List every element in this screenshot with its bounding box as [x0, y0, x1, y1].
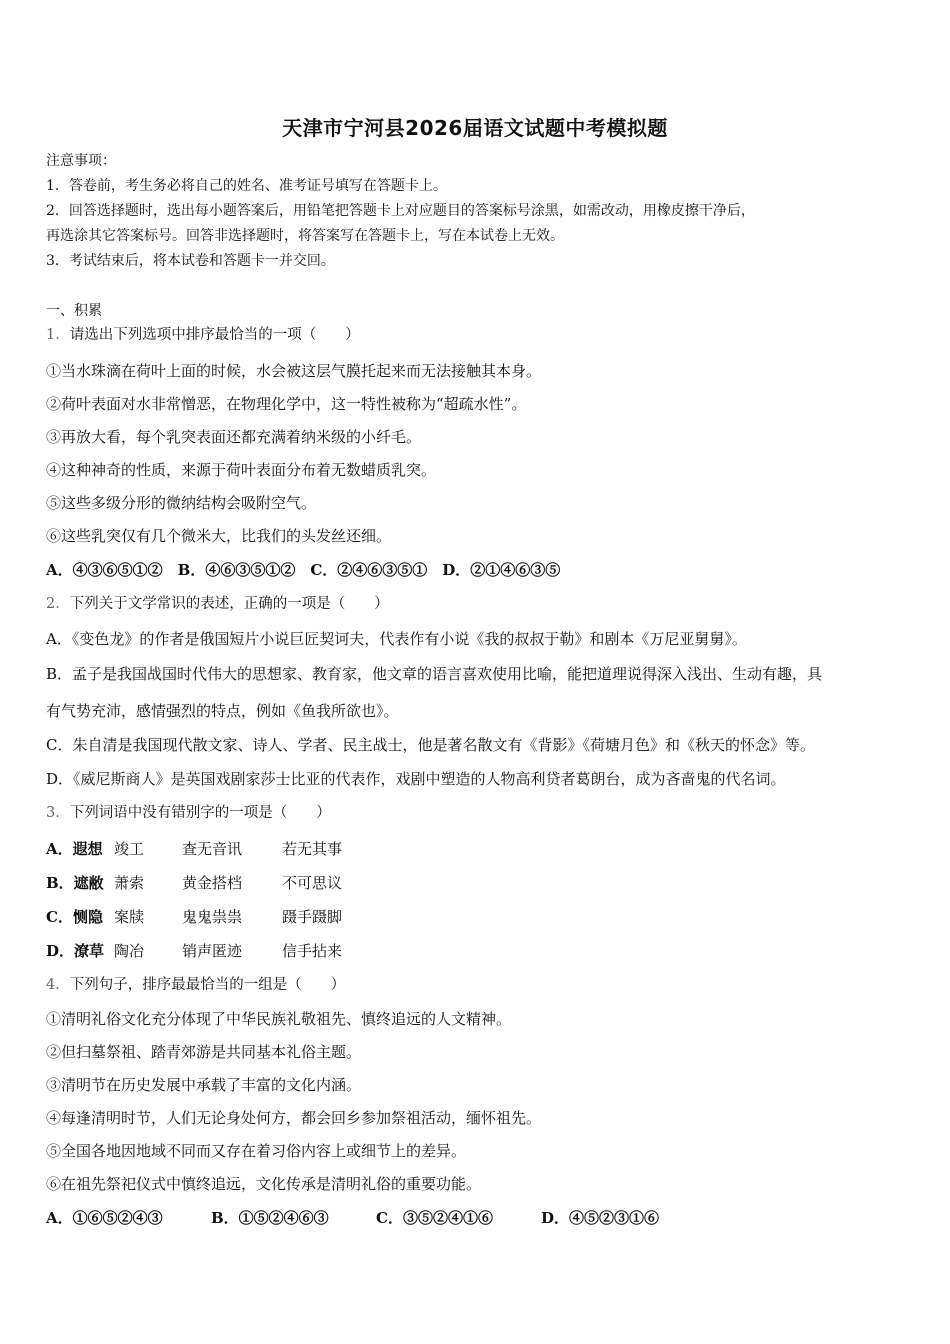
- notice-item: 3．考试结束后，将本试卷和答题卡一并交回。: [46, 253, 335, 269]
- question-number: 1．: [46, 327, 70, 343]
- question-text: 下列句子，排序最最恰当的一组是（ ）: [69, 977, 346, 993]
- q3-cell: 若无其事: [282, 840, 343, 858]
- notice-item: 1．答卷前，考生务必将自己的姓名、准考证号填写在答题卡上。: [46, 178, 447, 194]
- q3-cell: B．遮敝: [46, 874, 104, 892]
- q1-options: A．④③⑥⑤①② B．④⑥③⑤①② C．②④⑥③⑤① D．②①④⑥③⑤: [46, 561, 561, 579]
- q3-cell: 案牍: [114, 908, 145, 926]
- q4-sentence: ⑤全国各地因地域不同而又存在着习俗内容上或细节上的差异。: [46, 1142, 467, 1160]
- notice-heading: 注意事项：: [46, 153, 116, 169]
- q3-cell: 蹑手蹑脚: [282, 908, 343, 926]
- q3-cell: 陶冶: [114, 942, 145, 960]
- notice-item: 再选涂其它答案标号。回答非选择题时，将答案写在答题卡上，写在本试卷上无效。: [46, 228, 564, 244]
- q3-cell: 信手拈来: [282, 942, 343, 960]
- q3-cell: D．潦草: [46, 942, 105, 960]
- question-2: [46, 595, 389, 613]
- question-4: [46, 976, 345, 994]
- q4-option: D．④⑤②③①⑥: [541, 1209, 660, 1227]
- q3-cell: 鬼鬼祟祟: [182, 908, 243, 926]
- q3-cell: 销声匿迹: [182, 942, 243, 960]
- q1-sentence: ⑤这些多级分形的微纳结构会吸附空气。: [46, 494, 317, 512]
- section-heading: 一、积累: [46, 303, 102, 319]
- q4-options: [46, 1209, 659, 1227]
- q2-option-c: C．朱自清是我国现代散文家、诗人、学者、民主战士，他是著名散文有《背影》《荷塘月色》和《秋天的怀念》等。: [46, 736, 815, 754]
- q4-sentence: ⑥在祖先祭祀仪式中慎终追远，文化传承是清明礼俗的重要功能。: [46, 1175, 482, 1193]
- question-number: 3．: [46, 805, 70, 821]
- q4-option: A．①⑥⑤②④③: [46, 1209, 163, 1227]
- q3-cell: A．遐想: [46, 840, 103, 858]
- notice-item: 2．回答选择题时，选出每小题答案后，用铅笔把答题卡上对应题目的答案标号涂黑，如需改动，用橡皮擦干净后，: [46, 203, 755, 219]
- question-3: [46, 804, 331, 822]
- q3-row: [46, 942, 342, 960]
- question-number: 4．: [46, 977, 70, 993]
- q4-sentence: ④每逢清明时节，人们无论身处何方，都会回乡参加祭祖活动，缅怀祖先。: [46, 1109, 542, 1127]
- q3-row: [46, 908, 342, 926]
- question-1: [46, 326, 360, 344]
- q4-sentence: ③清明节在历史发展中承载了丰富的文化内涵。: [46, 1076, 362, 1094]
- q4-option: C．③⑤②④①⑥: [376, 1209, 493, 1227]
- q1-sentence: ①当水珠滴在荷叶上面的时候，水会被这层气膜托起来而无法接触其本身。: [46, 362, 542, 380]
- question-text: 请选出下列选项中排序最恰当的一项（ ）: [69, 327, 360, 343]
- q1-sentence: ④这种神奇的性质，来源于荷叶表面分布着无数蜡质乳突。: [46, 461, 437, 479]
- question-text: 下列关于文学常识的表述，正确的一项是（ ）: [69, 596, 389, 612]
- q1-sentence: ⑥这些乳突仅有几个微米大，比我们的头发丝还细。: [46, 527, 392, 545]
- q1-sentence: ②荷叶表面对水非常憎恶，在物理化学中，这一特性被称为“超疏水性”。: [46, 395, 527, 413]
- q3-row: [46, 840, 342, 858]
- question-text: 下列词语中没有错别字的一项是（ ）: [69, 805, 331, 821]
- q4-sentence: ①清明礼俗文化充分体现了中华民族礼敬祖先、慎终追远的人文精神。: [46, 1010, 512, 1028]
- q1-sentence: ③再放大看，每个乳突表面还都充满着纳米级的小纤毛。: [46, 428, 422, 446]
- q2-option-d: D．《威尼斯商人》是英国戏剧家莎士比亚的代表作，戏剧中塑造的人物高利贷者葛朗台，成为吝啬鬼的代名词。: [46, 770, 786, 788]
- q3-row: [46, 874, 342, 892]
- q3-cell: 查无音讯: [182, 840, 243, 858]
- q3-cell: 黄金搭档: [182, 874, 243, 892]
- q3-cell: 竣工: [114, 840, 145, 858]
- q2-option-b: B．孟子是我国战国时代伟大的思想家、教育家，他文章的语言喜欢使用比喻，能把道理说得深入浅出、生动有趣，具: [46, 665, 823, 683]
- q4-option: B．①⑤②④⑥③: [211, 1209, 329, 1227]
- q2-option-a: A．《变色龙》的作者是俄国短片小说巨匠契诃夫，代表作有小说《我的叔叔于勒》和剧本《万尼亚舅舅》。: [46, 630, 747, 648]
- page-title: 天津市宁河县2026届语文试题中考模拟题: [282, 116, 668, 140]
- q2-option-b-cont: 有气势充沛，感情强烈的特点，例如《鱼我所欲也》。: [46, 702, 399, 720]
- q3-cell: 不可思议: [282, 874, 343, 892]
- q3-cell: 萧索: [114, 874, 145, 892]
- question-number: 2．: [46, 596, 70, 612]
- q3-cell: C．恻隐: [46, 908, 103, 926]
- q4-sentence: ②但扫墓祭祖、踏青郊游是共同基本礼俗主题。: [46, 1043, 362, 1061]
